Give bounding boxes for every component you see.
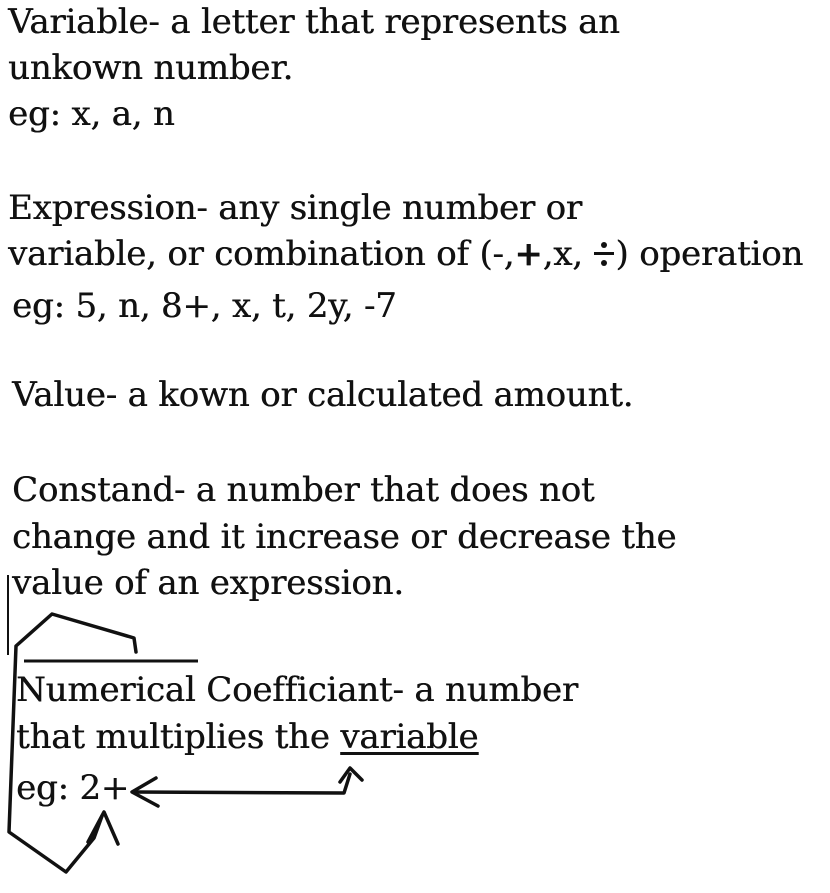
coefficient-definition-line1: Numerical Coefficiant- a number: [16, 670, 578, 710]
expression-example: eg: 5, n, 8+, x, t, 2y, -7: [12, 286, 397, 326]
expression-line2-start: variable, or combination of (-,: [8, 234, 515, 274]
value-definition: Value- a kown or calculated amount.: [12, 375, 634, 415]
constand-definition-line3: value of an expression.: [12, 563, 404, 603]
expression-definition-line1: Expression- any single number or: [8, 188, 582, 228]
arrow-connector-stroke: [134, 774, 350, 793]
variable-definition-line2: unkown number.: [8, 48, 294, 88]
expression-line2-end: ) operation: [615, 234, 804, 274]
coefficient-example: eg: 2+: [16, 768, 130, 808]
expression-line2-mid: ,x,: [542, 234, 594, 274]
variable-example: eg: x, a, n: [8, 94, 175, 134]
constand-definition-line1: Constand- a number that does not: [12, 470, 595, 510]
variable-definition-line1: Variable- a letter that represents an: [8, 2, 620, 42]
coefficient-line2-start: that multiplies the: [16, 717, 341, 757]
curved-bracket-stroke: [9, 614, 136, 872]
variable-word-underlined: variable: [340, 717, 479, 757]
plus-symbol: +: [514, 234, 543, 274]
constand-definition-line2: change and it increase or decrease the: [12, 517, 677, 557]
